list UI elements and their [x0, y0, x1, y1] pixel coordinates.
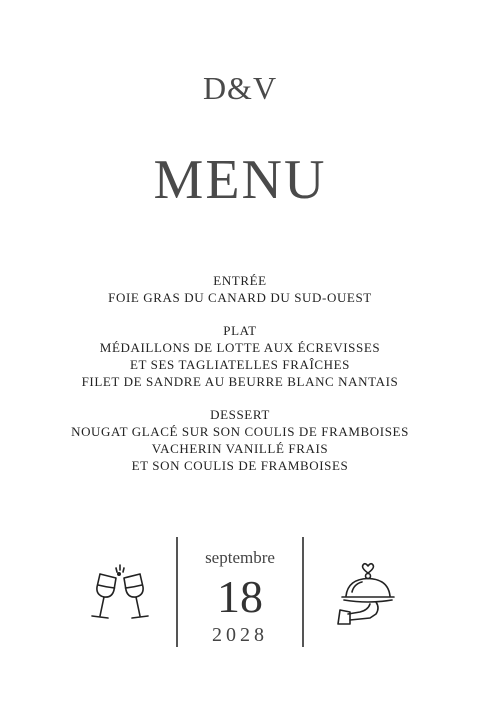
menu-list [0, 272, 480, 490]
divider-left [176, 537, 178, 647]
monogram: D&V [202, 70, 278, 106]
divider-right [302, 537, 304, 647]
dish-item: MÉDAILLONS DE LOTTE AUX ÉCREVISSES [99, 340, 381, 355]
dish-item: FOIE GRAS DU CANARD DU SUD-OUEST [108, 290, 372, 305]
course-plat [0, 322, 480, 390]
dish-item: VACHERIN VANILLÉ FRAIS [151, 441, 329, 456]
dish-item: ET SES TAGLIATELLES FRAÎCHES [129, 357, 351, 372]
course-entree [0, 272, 480, 306]
page-title: MENU [153, 149, 327, 211]
course-heading: ENTRÉE [213, 273, 267, 288]
course-heading: DESSERT [210, 407, 270, 422]
date-month: septembre [205, 548, 275, 567]
dish-item: ET SON COULIS DE FRAMBOISES [131, 458, 349, 473]
dish-item: NOUGAT GLACÉ SUR SON COULIS DE FRAMBOISES [71, 424, 409, 439]
course-heading: PLAT [223, 323, 257, 338]
serving-cloche-icon [326, 560, 402, 634]
dish-item: FILET DE SANDRE AU BEURRE BLANC NANTAIS [81, 374, 399, 389]
date-year: 2028 [212, 624, 268, 646]
course-dessert [0, 406, 480, 474]
champagne-toast-icon [86, 560, 154, 628]
date-day: 18 [217, 571, 263, 622]
